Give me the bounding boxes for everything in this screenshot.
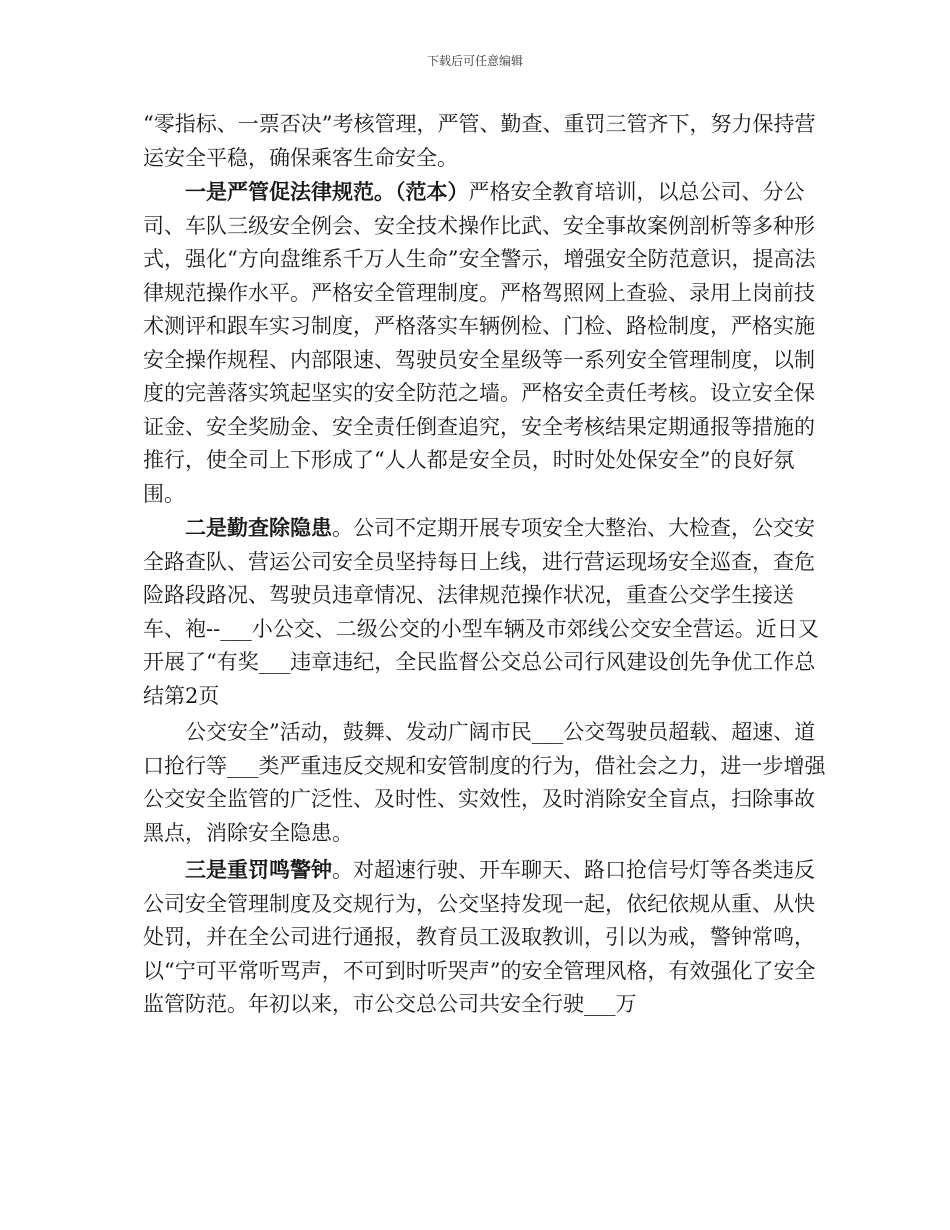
paragraph-lead: 二是勤查除隐患 (185, 515, 332, 540)
paragraph-continuation (143, 108, 827, 175)
paragraph-text: 严格安全教育培训，以总公司、分公司、车队三级安全例会、安全技术操作比武、安全事故案例剖析等多种形式，强化“方向盘维系千万人生命”安全警示，增强安全防范意识，提高法律规范操作水平。严格安全管理制度。严格驾照网上查验、录用上岗前技术测评和跟车实习制度，严格落实车辆例检、门检、路检制度，严格实施安全操作规程、内部限速、驾驶员安全星级等一系列安全管理制度，以制度的完善落实筑起坚实的安全防范之墙。严格安全责任考核。设立安全保证金、安全奖励金、安全责任倒查追究，安全考核结果定期通报等措施的推行，使全司上下形成了“人人都是安全员，时时处处保安全”的良好氛围。 (143, 180, 816, 506)
paragraph-strict-management (143, 175, 827, 511)
paragraph-inspection (143, 511, 827, 713)
document-body (143, 108, 827, 1022)
paragraph-text: 。公司不定期开展专项安全大整治、大检查，公交安全路查队、营运公司安全员坚持每日上线，进行营运现场安全巡查，查危险路段路况、驾驶员违章情况、法律规范操作状况，重查公交学生接送车、袍--___小公交、二级公交的小型车辆及市郊线公交安全营运。近日又开展了“有奖___违章违纪，全民监督公交总公司行风建设创先争优工作总结第2页 (143, 516, 819, 708)
paragraph-text: 公交安全”活动，鼓舞、发动广阔市民___公交驾驶员超载、超速、道口抢行等___类严重违反交规和安管制度的行为，借社会之力，进一步增强公交安全监管的广泛性、及时性、实效性，及时消除安全盲点，扫除事故黑点，消除安全隐患。 (143, 720, 826, 845)
paragraph-text: 。对超速行驶、开车聊天、路口抢信号灯等各类违反公司安全管理制度及交规行为，公交坚持发现一起，依纪依规从重、从快处罚，并在全公司进行通报，教育员工汲取教训，引以为戒，警钟常鸣，以“宁可平常听骂声，不可到时听哭声”的安全管理风格，有效强化了安全监管防范。年初以来，市公交总公司共安全行驶___万 (143, 858, 816, 1016)
paragraph-public-safety (143, 716, 827, 850)
paragraph-penalty (143, 853, 827, 1022)
page-header-note: 下载后可任意编辑 (426, 54, 523, 68)
paragraph-lead: 一是严管促法律规范。（范本） (185, 179, 469, 204)
paragraph-lead: 三是重罚鸣警钟 (185, 857, 332, 882)
paragraph-text: “零指标、一票否决”考核管理，严管、勤查、重罚三管齐下，努力保持营运安全平稳，确保乘客生命安全。 (143, 112, 816, 170)
